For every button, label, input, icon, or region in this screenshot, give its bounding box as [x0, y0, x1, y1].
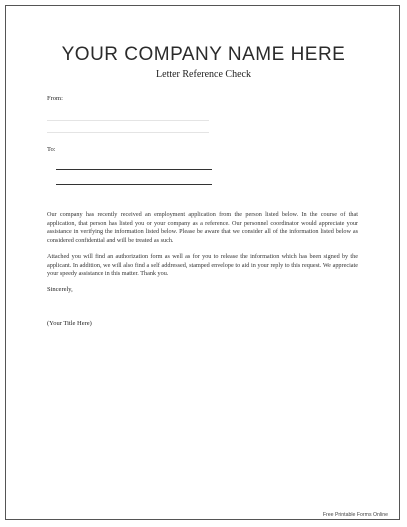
letter-title: Letter Reference Check — [156, 69, 251, 80]
to-address-line — [56, 184, 212, 185]
body-paragraph: Our company has recently received an employment application from the person listed below. In the course of that application, that person has listed you or your company as a reference. Our personnel coordinator would appreciate your assistance in verifying the information listed below. Please be aware that we consider all of the information listed below as considered confidential and will be treated as such. — [47, 211, 358, 245]
from-address-line — [47, 132, 209, 133]
to-address-line — [56, 169, 212, 170]
signature-title: (Your Title Here) — [47, 320, 92, 327]
from-address-line — [47, 120, 209, 121]
company-name: YOUR COMPANY NAME HERE — [61, 44, 346, 65]
closing: Sincerely, — [47, 286, 73, 293]
from-label: From: — [47, 95, 63, 102]
footer-credit: Free Printable Forms Online — [322, 512, 388, 518]
body-paragraph: Attached you will find an authorization form as well as for you to release the information which has been signed by the applicant. In addition, we will also find a self addressed, stamped envelope to aid in your reply to this request. We appreciate your speedy assistance in this matter. Thank you. — [47, 253, 358, 278]
to-label: To: — [47, 146, 56, 153]
